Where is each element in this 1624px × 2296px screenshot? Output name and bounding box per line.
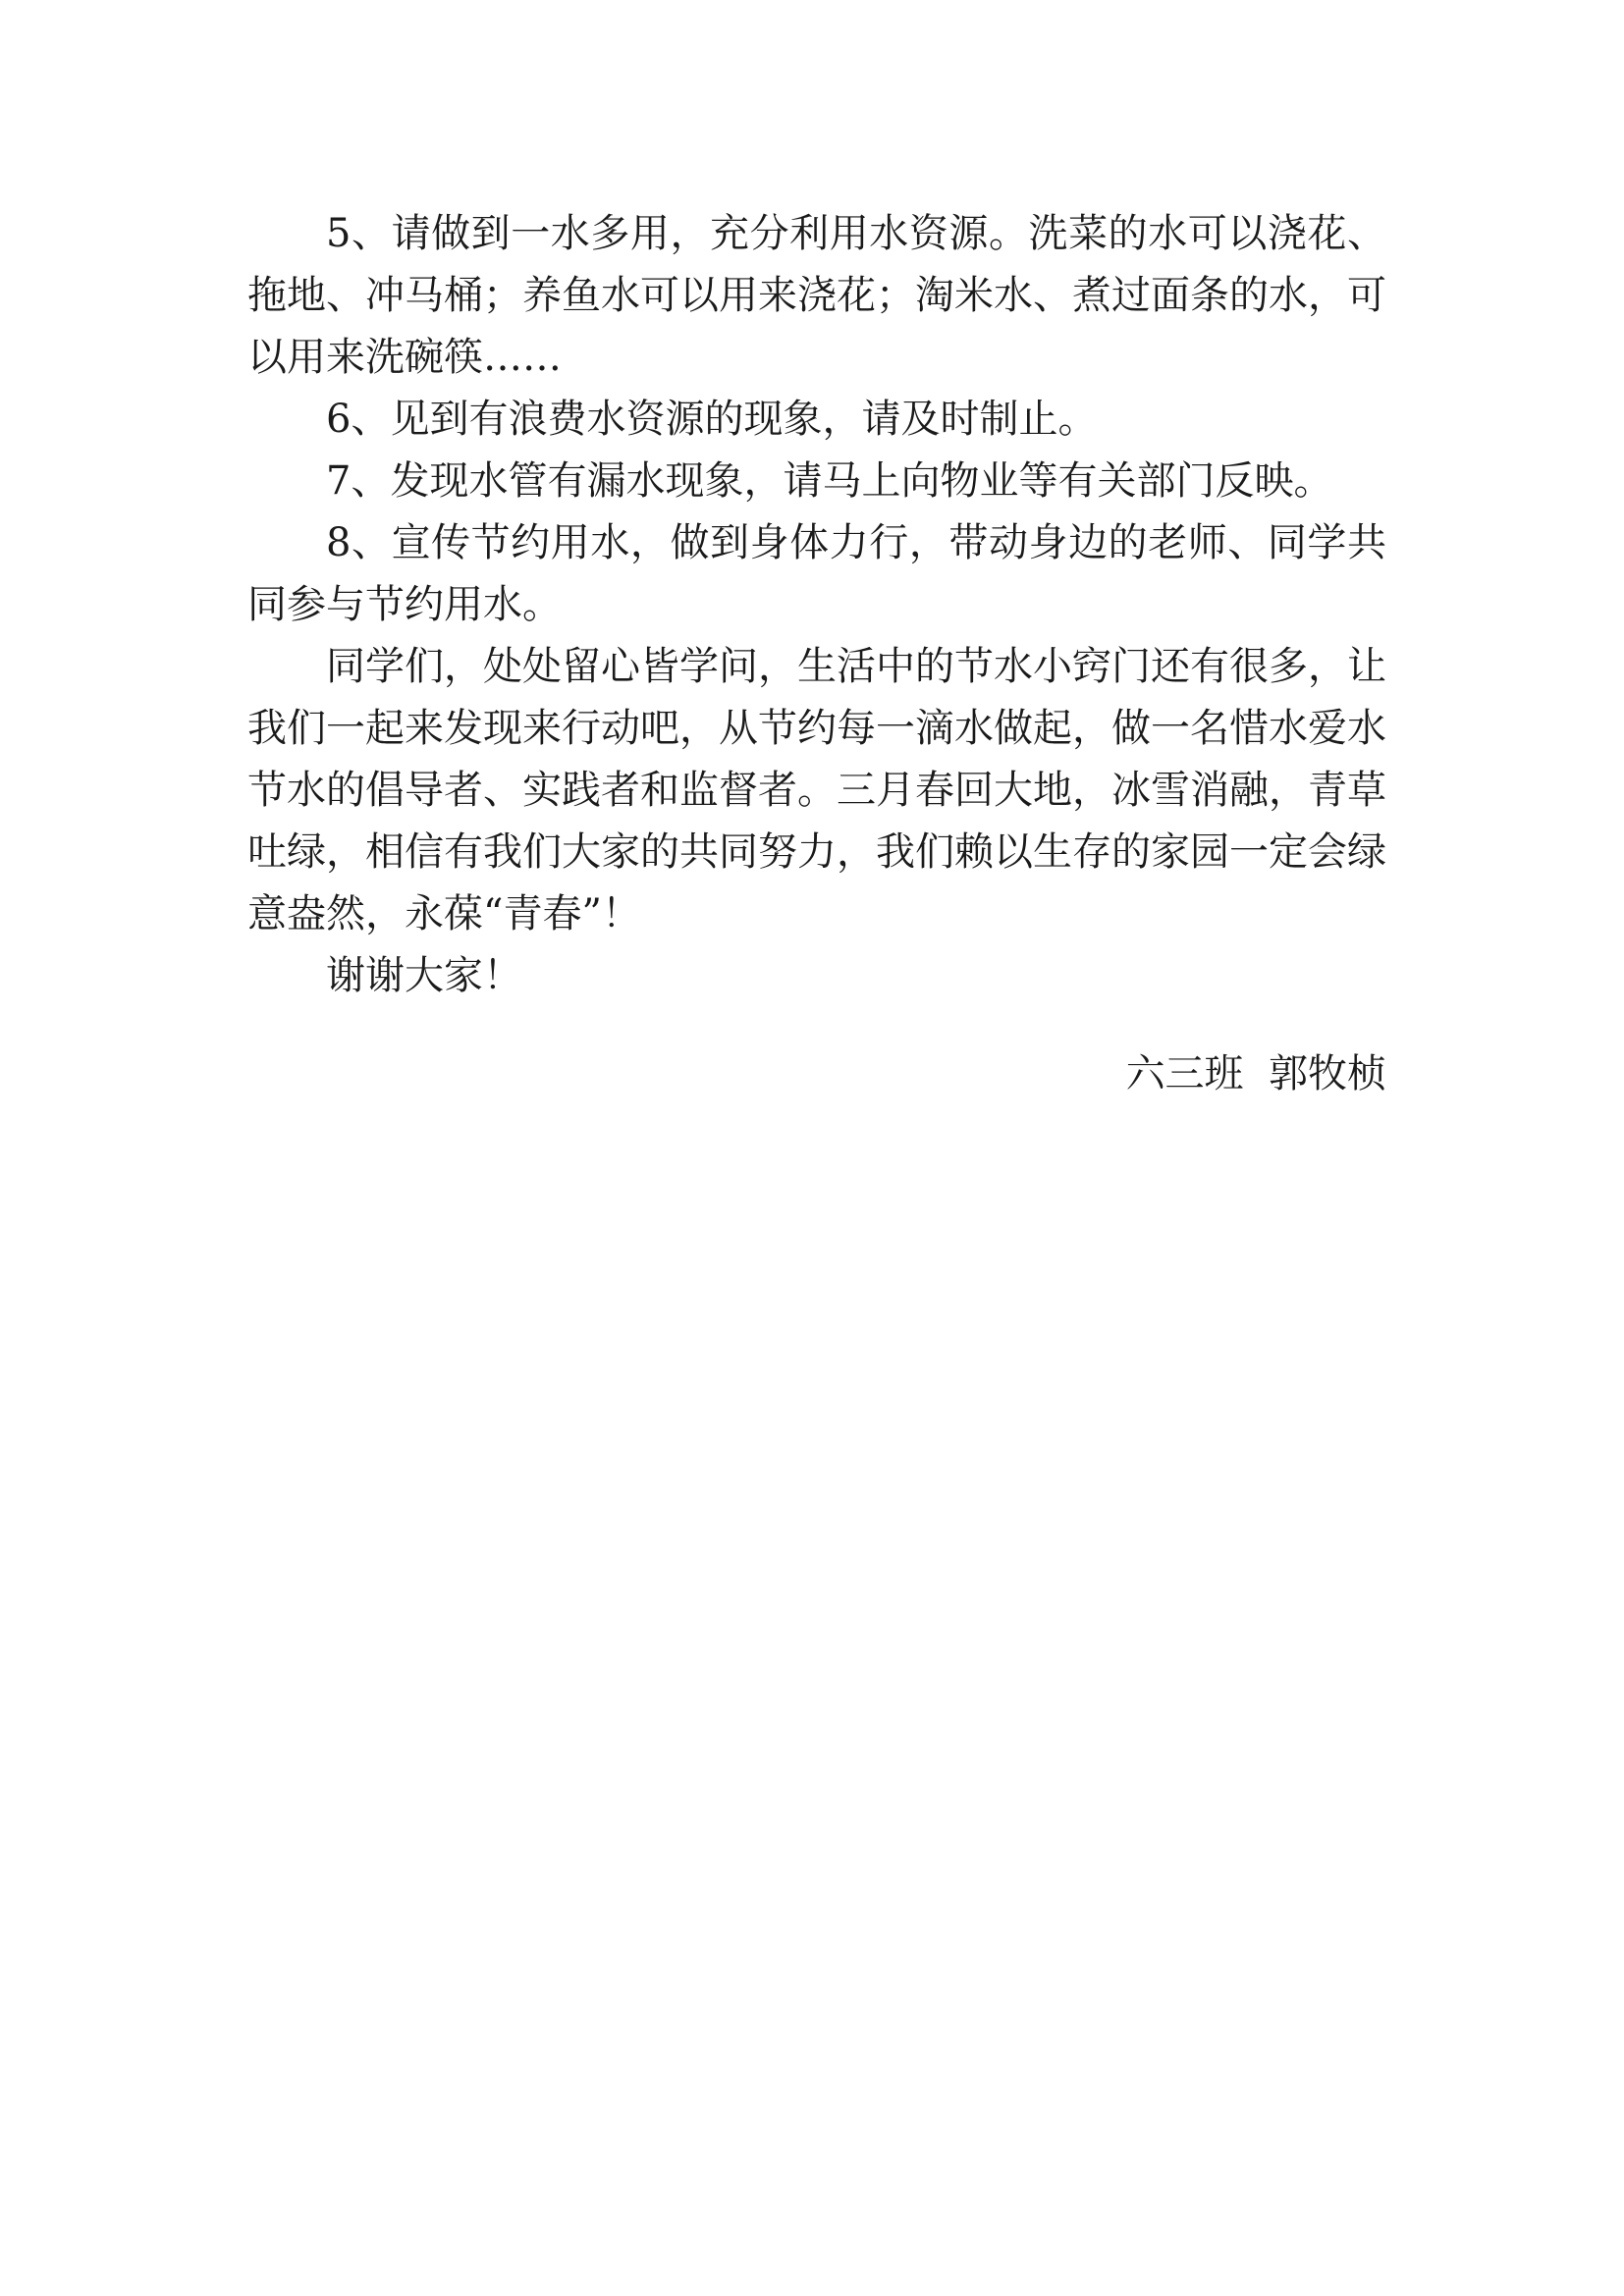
paragraph-closing: 同学们，处处留心皆学问，生活中的节水小窍门还有很多，让我们一起来发现来行动吧，从节约每一滴水做起，做一名惜水爱水节水的倡导者、实践者和监督者。三月春回大地，冰雪消融，青草吐绿，相信有我们大家的共同努力，我们赖以生存的家园一定会绿意盎然，永葆“青春”！ (247, 644, 1386, 936)
paragraph-thanks: 谢谢大家！ (326, 953, 522, 998)
author-signature: 六三班 郭牧桢 (1125, 1051, 1386, 1096)
document-body (247, 203, 1386, 1007)
paragraph-tip-6: 6、见到有浪费水资源的现象，请及时制止。 (326, 397, 1098, 442)
paragraph-tip-5: 5、请做到一水多用，充分利用水资源。洗菜的水可以浇花、拖地、冲马桶；养鱼水可以用来浇花；淘米水、煮过面条的水，可以用来洗碗筷…… (247, 211, 1386, 380)
paragraph-tip-8: 8、宣传节约用水，做到身体力行，带动身边的老师、同学共同参与节约用水。 (247, 520, 1386, 627)
paragraph-tip-7: 7、发现水管有漏水现象，请马上向物业等有关部门反映。 (326, 458, 1333, 504)
